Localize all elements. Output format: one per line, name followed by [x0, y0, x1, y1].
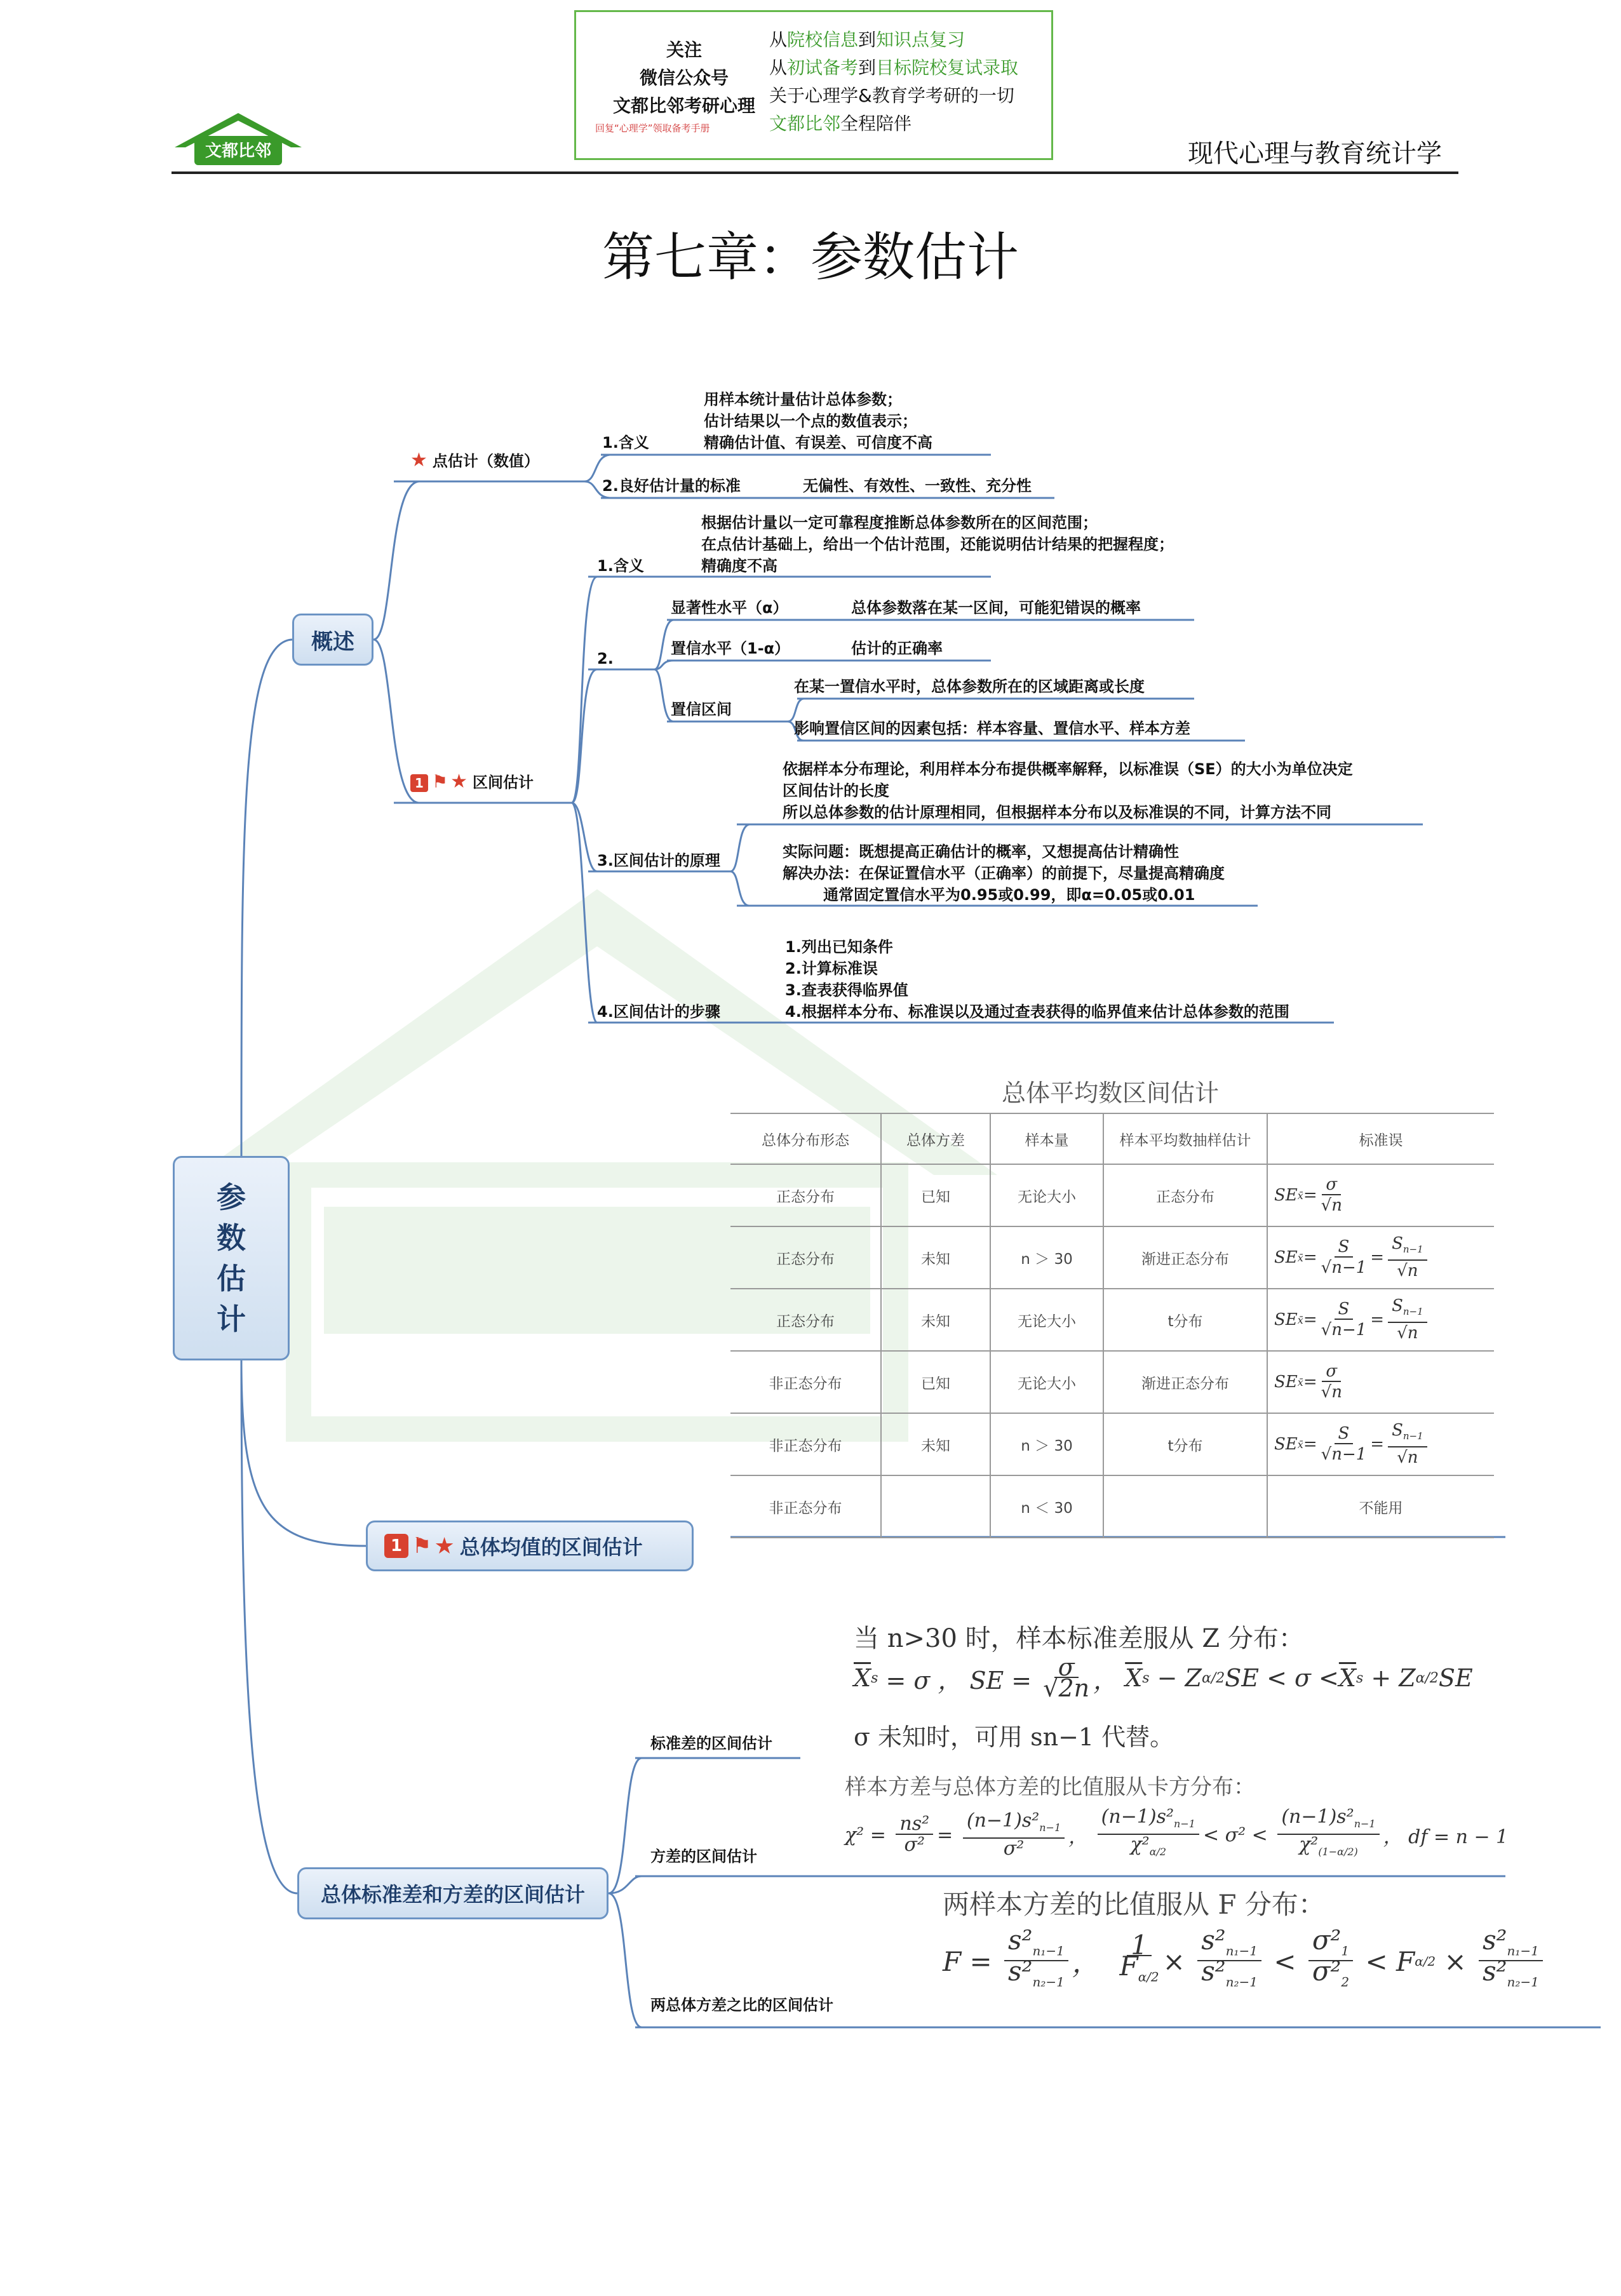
header-account: 文都比邻考研心理	[612, 95, 755, 116]
principle-2: 区间估计的长度	[783, 782, 889, 800]
interval-meaning-1: 根据估计量以一定可靠程度推断总体参数所在的区间范围；	[701, 514, 1098, 532]
page-title: 第七章：参数估计	[602, 227, 1019, 288]
point-meaning-label: 1.含义	[602, 434, 649, 452]
star-icon: ★	[410, 449, 427, 471]
point-criteria-value: 无偏性、有效性、一致性、充分性	[803, 477, 1032, 495]
variance-line-1: 样本方差与总体方差的比值服从卡方分布：	[845, 1775, 1255, 1800]
table-cell: 无论大小	[990, 1289, 1103, 1351]
mean-interval-table	[730, 1113, 1494, 1538]
variance-interval-label: 方差的区间估计	[650, 1848, 757, 1865]
subject-title: 现代心理与教育统计学	[1188, 139, 1442, 168]
interval-meaning-2: 在点估计基础上，给出一个估计范围，还能说明估计结果的把握程度；	[701, 535, 1174, 553]
step-2: 2.计算标准误	[785, 960, 878, 977]
ratio-interval-label: 两总体方差之比的区间估计	[650, 1996, 833, 2014]
mean-interval-node[interactable]	[366, 1521, 694, 1571]
sd-line-3: σ 未知时，可用 sn−1 代替。	[854, 1723, 1174, 1751]
sd-line-1: 当 n>30 时，样本标准差服从 Z 分布：	[854, 1624, 1304, 1653]
problem-1: 实际问题：既想提高正确估计的概率，又想提高估计精确性	[783, 843, 1179, 861]
se-formula-unknown: SE x̄ = $\frac{S}{√n-1}$ = $\frac{S_{n-1}}{√n}$	[1267, 1413, 1494, 1475]
root-char-1: 参	[217, 1180, 246, 1214]
table-cell	[1103, 1475, 1267, 1538]
col-header: 样本平均数抽样估计	[1103, 1113, 1267, 1164]
se-formula-unknown: SE x̄ = $\frac{S}{√n-1}$ = $\frac{S_{n-1}}{√n}$	[1267, 1289, 1494, 1351]
table-cell	[881, 1475, 990, 1538]
flag-icon: ⚑	[412, 1533, 432, 1559]
confidence-value: 估计的正确率	[851, 640, 943, 657]
point-estimate-label: 点估计（数值）	[432, 452, 539, 470]
logo-text: 文都比邻	[205, 142, 272, 161]
table-cell: 无论大小	[990, 1351, 1103, 1413]
header-line-3: 关于心理学&教育学考研的一切	[769, 85, 1014, 106]
ci-value-2: 影响置信区间的因素包括：样本容量、置信水平、样本方差	[794, 720, 1190, 737]
interval-meaning-3: 精确度不高	[701, 557, 777, 575]
col-header: 总体分布形态	[730, 1113, 881, 1164]
header-line-1: 从院校信息到知识点复习	[769, 29, 965, 50]
table-cell: 未知	[881, 1226, 990, 1289]
root-char-3: 估	[217, 1261, 246, 1296]
ratio-formula: F = $\frac{s^2_{n_1-1}}{s^2_{n_2-1}}$ ， $\frac{1}{F_{\alpha/2}}$ × $\frac{s^2_{n_1-1}}{s^2_{n_2-1}}$ < $\frac{\sigma^2_1}{\sigma^2_2}$ < F α/2 × $\frac{s^2_{n_1-1}}{s^2_{n_2-1}}$	[943, 1931, 1547, 1992]
ratio-line-1: 两样本方差的比值服从 F 分布：	[943, 1889, 1325, 1920]
table-cell: 渐进正态分布	[1103, 1226, 1267, 1289]
problem-3: 通常固定置信水平为0.95或0.99，即α=0.05或0.01	[823, 886, 1195, 904]
principle-3: 所以总体参数的估计原理相同，但根据样本分布以及标准误的不同，计算方法不同	[783, 803, 1331, 821]
principle-label: 3.区间估计的原理	[597, 852, 720, 869]
table-cell: 无论大小	[990, 1164, 1103, 1226]
alpha-label: 显著性水平（α）	[671, 599, 788, 617]
sd-variance-node[interactable]: 总体标准差和方差的区间估计	[297, 1867, 609, 1919]
priority-badge: 1	[384, 1534, 408, 1558]
table-row	[730, 1164, 1494, 1226]
alpha-value: 总体参数落在某一区间，可能犯错误的概率	[851, 599, 1141, 617]
ci-label: 置信区间	[671, 701, 732, 718]
table-cell: 正态分布	[730, 1289, 881, 1351]
sd-formula: $\overline{X}$ s = σ ， SE = $\frac{\sigma}{√2n}$ ， $\overline{X}$ s − Z α/2 SE < σ < $\overline{X}$ s + Z α/2 SE	[854, 1653, 1473, 1702]
interval-two-label: 2.	[597, 650, 614, 668]
table-cell: n ＞ 30	[990, 1413, 1103, 1475]
table-header-row	[730, 1113, 1494, 1164]
problem-2: 解决办法：在保证置信水平（正确率）的前提下，尽量提高精确度	[783, 864, 1225, 882]
table-cell: 正态分布	[730, 1226, 881, 1289]
root-node-parameter-estimation[interactable]	[173, 1156, 290, 1360]
step-1: 1.列出已知条件	[785, 938, 893, 956]
steps-label: 4.区间估计的步骤	[597, 1003, 720, 1021]
point-estimate-node[interactable]	[410, 450, 539, 472]
root-char-2: 数	[217, 1221, 246, 1255]
variance-formula: χ² = $\frac{\text{ns²}}{\text{σ²}}$ = $\frac{(n-1)s^2_{n-1}}{\text{σ²}}$ ， $\frac{(n-1)s^2_{n-1}}{\chi^2_{\alpha/2}}$ < σ² < $\frac{(n-1)s^2_{n-1}}{\chi^2_{(1-\alpha/2)}}$ ， df = n − 1	[845, 1806, 1509, 1860]
point-criteria-label: 2.良好估计量的标准	[602, 477, 741, 495]
priority-badge: 1	[410, 774, 428, 792]
table-cell: 非正态分布	[730, 1413, 881, 1475]
se-formula-known: SE x̄ = $\frac{\sigma}{√n}$	[1267, 1351, 1494, 1413]
step-3: 3.查表获得临界值	[785, 981, 908, 999]
table-cell: n ＜ 30	[990, 1475, 1103, 1538]
star-icon: ★	[450, 770, 468, 793]
table-cell: n ＞ 30	[990, 1226, 1103, 1289]
table-cell: 未知	[881, 1413, 990, 1475]
table-row	[730, 1289, 1494, 1351]
point-meaning-2: 估计结果以一个点的数值表示；	[704, 412, 917, 430]
table-cell: 非正态分布	[730, 1351, 881, 1413]
table-cell: 不能用	[1267, 1475, 1494, 1538]
table-cell: 非正态分布	[730, 1475, 881, 1538]
overview-node[interactable]: 概述	[292, 614, 373, 666]
flag-icon: ⚑	[432, 771, 448, 792]
table-cell: 渐进正态分布	[1103, 1351, 1267, 1413]
sd-interval-label: 标准差的区间估计	[650, 1735, 772, 1752]
header-follow: 关注	[666, 39, 702, 60]
table-cell: 已知	[881, 1351, 990, 1413]
col-header: 标准误	[1267, 1113, 1494, 1164]
point-meaning-3: 精确估计值、有误差、可信度不高	[704, 434, 932, 452]
principle-1: 依据样本分布理论，利用样本分布提供概率解释，以标准误（SE）的大小为单位决定	[783, 760, 1353, 778]
step-4: 4.根据样本分布、标准误以及通过查表获得的临界值来估计总体参数的范围	[785, 1003, 1289, 1021]
se-formula-unknown: SE x̄ = $\frac{S}{√n-1}$ = $\frac{S_{n-1}}{√n}$	[1267, 1226, 1494, 1289]
table-cell: 已知	[881, 1164, 990, 1226]
table-row	[730, 1226, 1494, 1289]
table-row	[730, 1475, 1494, 1538]
table-cell: t分布	[1103, 1413, 1267, 1475]
point-meaning-1: 用样本统计量估计总体参数；	[704, 391, 902, 408]
header-line-2: 从初试备考到目标院校复试录取	[769, 57, 1019, 78]
table-cell: 正态分布	[730, 1164, 881, 1226]
star-icon: ★	[434, 1533, 455, 1559]
table-cell: 未知	[881, 1289, 990, 1351]
root-char-4: 计	[217, 1302, 246, 1336]
se-formula-known: SE x̄ = $\frac{\sigma}{√n}$	[1267, 1164, 1494, 1226]
table-row	[730, 1413, 1494, 1475]
header-note: 回复“心理学”领取备考手册	[595, 123, 710, 134]
col-header: 样本量	[990, 1113, 1103, 1164]
interval-estimate-node[interactable]	[410, 771, 534, 793]
mean-interval-label: 总体均值的区间估计	[459, 1535, 643, 1559]
header-wechat: 微信公众号	[639, 67, 729, 88]
interval-meaning-label: 1.含义	[597, 557, 644, 575]
table-cell: t分布	[1103, 1289, 1267, 1351]
ci-value-1: 在某一置信水平时，总体参数所在的区域距离或长度	[794, 678, 1145, 695]
confidence-label: 置信水平（1-α）	[671, 640, 790, 657]
table-cell: 正态分布	[1103, 1164, 1267, 1226]
table-row	[730, 1351, 1494, 1413]
table-title: 总体平均数区间估计	[1001, 1079, 1219, 1107]
col-header: 总体方差	[881, 1113, 990, 1164]
interval-estimate-label: 区间估计	[473, 774, 534, 791]
header-line-4: 文都比邻全程陪伴	[769, 113, 912, 134]
